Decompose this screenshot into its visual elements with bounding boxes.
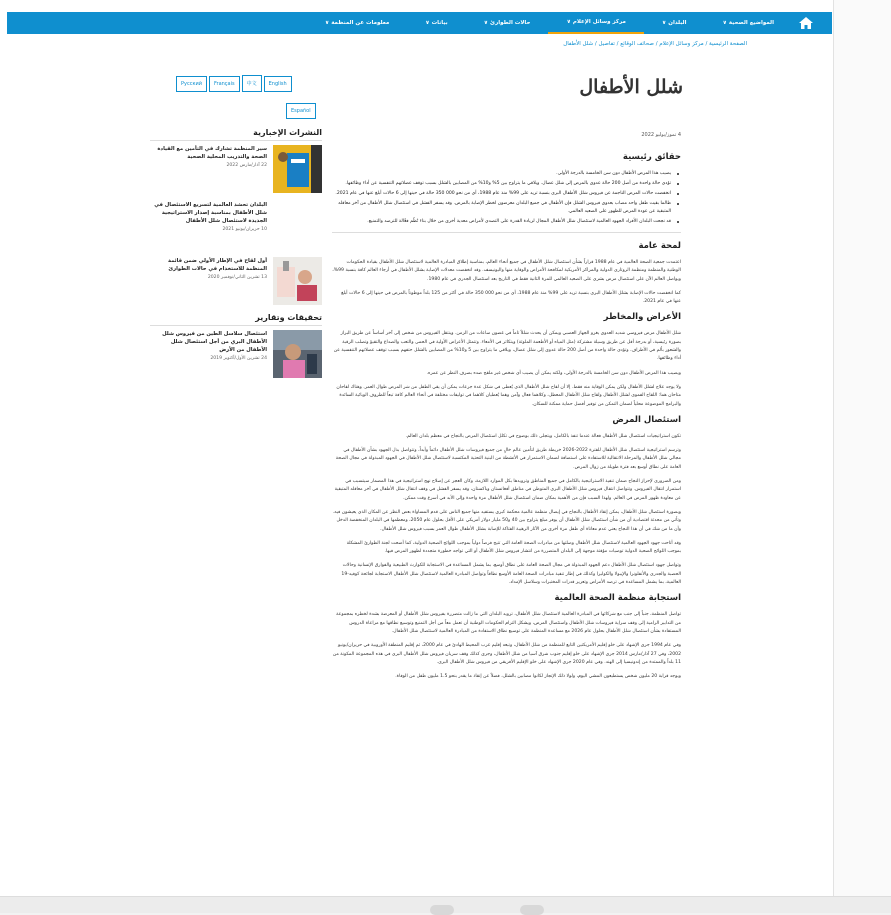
language-switcher [176, 70, 322, 124]
paragraph: ويصيب هذا المرض الأطفال دون سن الخامسة بالدرجة الأولى، ولكنه يمكن أن يصيب أي شخص غير ملقح ضده بصرف النظر عن عمره. [426, 370, 681, 376]
paragraph: تواصل المنظمة، جنباً إلى جنب مع شركائها في المبادرة العالمية لاستئصال شلل الأطفال، تزويد البلدان التي ما زالت متضررة بفيروس شلل الأطفال أو المعرضة بشدة لخطره بمجموعة من التدابير الرامية إلى وقف سراية فيروسات شلل الأطفال واستئصال المرض، ويشكل التزام الحكومات الوطنية أن تعمل معاً من أجل التمنيع وتوسيع نطاقها مع مراعاة الدروس المستفادة بشأن استئصال شلل الأطفال بحلول عام 2026 مع مساعدة المنظمة على توسيع نطاق الاستفادة من المبادرة العالمية لاستئصال شلل الأطفال. [336, 612, 681, 634]
paragraph: وفي عام 1994 جرى الإشهاد على خلو إقليم الأمريكتين التابع للمنظمة من شلل الأطفال، وتبعه إقليم غرب المحيط الهادئ في عام 2000، ثم إقليم المنطقة الأوروبية في حزيران/يونيو 2002، وفي 27 آذار/مارس 2014 جرى الإشهاد على خلو إقليم جنوب شرق آسيا من شلل الأطفال، وجرى كذلك وقف سريان فيروس شلل الأطفال البري في هذه المجموعة المكونة من 11 بلداً والممتدة من إندونيسيا إلى الهند. وفي عام 2020 جرى الإشهاد على خلو الإقليم الأفريقي من فيروس شلل الأطفال البري. [332, 643, 681, 665]
language-russian[interactable]: Русский [176, 76, 207, 92]
nav-item-about[interactable]: معلومات عن المنظمة ∨ [324, 20, 390, 26]
feature-item[interactable] [150, 330, 322, 378]
key-facts-heading: حقائق رئيسية [622, 152, 681, 162]
paragraph: ولا يوجد علاج لشلل الأطفال ولكن يمكن الوقاية منه فقط. إلا أن لقاح شلل الأطفال الذي يُعطى في شكل عدة جرعات يمكن أن يقي الطفل من شر المرض طوال العمر. وهناك لقاحان متاحان هما: اللقاح الفموي لشلل الأطفال ولقاح شلل الأطفال المعطل، وكلاهما فعال وآمن وهما يُعطيان كلاهما في توليفات مختلفة في أنحاء العالم كافة تبعاً للظروف الوبائية السائدة والبرامج الموضوعة محلياً لضمان التمكن من توفير أفضل حماية ممكنة للسكان. [336, 384, 681, 407]
paragraph: ومن الضروري لإحراز النجاح ضمان تنفيذ الاستراتيجية بالكامل في جميع المناطق وتزويدها بكل الموارد اللازمة، وكان العجز عن إصلاح نهج استراتيجية في هذا المضمار سيتسبب في استمرار انتقال الفيروس. وتتواصل انتقال فيروس شلل الأطفال البري المتوطن في مناطق أفغانستان وباكستان، وقد يسفر الفشل في وقف انتقال شلل الأطفال في آخر معاقله المتبقية عن معاودة ظهور المرض في العالم. ولهذا السبب فإن من الأهمية بمكان ضمان استئصال شلل الأطفال مرة واحدة وإلى الأبد في أسرع وقت ممكن. [334, 479, 681, 501]
article-body [332, 132, 681, 687]
paragraph: شلل الأطفال مرض فيروسي شديد العدوى يغزو الجهاز العصبي ويمكن أن يحدث شللاً تاماً في غضون ساعات من الزمن. وينتقل الفيروس من شخص إلى آخر أساساً عن طريق البراز بصورة رئيسية، أو بدرجة أقل عن طريق وسيلة مشتركة (مثل المياه أو الأطعمة الملوثة) ويتكاثر في الأمعاء. وتتمثل الأعراض الأولية في الحمى والتعب والصداع والتقيؤ وتصلب الرقبة والشعور بألم في الأطراف. وتؤدي حالة واحدة من أصل 200 حالة عدوى إلى شلل عضال، ويلاقي ما يتراوح بين 5 و10% من المصابين بالشلل حتفهم بسبب توقف عضلاتهم التنفسية عن أداء وظائفها. [333, 331, 681, 362]
key-fact-item: طالما بقيت طفل واحد مصاب بعدوى فيروس الشلل فإن الأطفال في جميع البلدان معرضون لخطر الإصابة بالمرض. وقد يسفر الفشل في استئصال شلل الأطفال من آخر معاقله المتبقية عن عودة المرض للظهور على الصعيد العالمي. [332, 200, 681, 216]
page-title: شلل الأطفال [579, 76, 683, 98]
news-title[interactable]: سير المنظمة تشارك في التأمين مع القيادة الصحة والتدريب المحلية الصحية [157, 146, 267, 160]
paragraph: وقد أتاحت جهود الجهود العالمية لاستئصال شلل الأطفال وصلتها من مبادرات الصحة العامة التي تتيح فرصاً دولياً بموجب اللوائح الصحية الدولية، كما أضحت لجنة الطوارئ المشكلة بموجب اللوائح الصحية الدولية توصيات مؤقتة موجهة إلى البلدان المتضررة من انتشار فيروس شلل الأطفال أو التي تواجه خطورة متجددة لظهور المرض فيها. [346, 540, 681, 555]
news-date: 22 آذار/مارس 2022 [226, 163, 267, 168]
feature-date: 24 تشرين الأول/أكتوبر 2019 [210, 356, 267, 361]
news-releases-heading: النشرات الإخبارية [150, 128, 322, 141]
news-item[interactable] [150, 145, 322, 193]
news-thumbnail-image[interactable] [273, 257, 322, 305]
toolbar-button[interactable] [430, 905, 454, 915]
key-fact-item: انخفضت حالات المرض الناجمة عن فيروس شلل الأطفال البري بنسبة تزيد على 99% منذ عام 1988، أي من نحو 000 350 حالة في حينها إلى 6 حالات أبلغ عنها في عام 2021. [332, 190, 681, 198]
nav-item-data[interactable]: بيانات ∨ [425, 20, 448, 26]
feature-title[interactable]: استئصال سلاسل الطين من فيروس شلل الأطفال البري من أجل استئصال شلل الأطفال من الأرض [162, 331, 267, 353]
breadcrumb[interactable]: الصفحة الرئيسية / مركز وسائل الإعلام / صحائف الوقائع / تفاصيل / شلل الأطفال [563, 41, 747, 47]
paragraph: وتواصل جهود استئصال شلل الأطفال دعم الجهود المبذولة في مجال الصحة العامة على نطاق أوسع، بما يشمل المساعدة في الاستجابة للكوارث الطبيعية والفوارق الإنسانية وحالات الحصبة والجدري والأنفلونزا والإيبولا والكوليرا وكذلك في إطار تنفيذ مبادرات الصحة العامة الأوسع نطاقاً وتواصل المبادرة العالمية لاستئصال شلل الأطفال الاستجابة لجائحة كوفيد-19 العالمية، بما يشمل المساعدة في ترصد الأمراض وتعزيز قدرات المختبرات وسلاسل الإمداد. [341, 563, 681, 586]
paragraph: وترسم استراتيجية استئصال شلل الأطفال للفترة 2022-2026 خريطة طريق لتأمين عالم خالٍ من جميع فيروسات شلل الأطفال دائماً وأبداً، وتتواصل بذل الجهود بشأن الأطفال في مجالي شلل الأطفال والمرحلة الانتقالية للاستفادة على استضافة لضمان الاستمرار في الأنشطة من البنية التحتية المكتسبة لاستئصال شلل الأطفال في الجهود المبذولة في مجال الصحة العامة على نطاق أوسع بعد فترة طويلة من زوال المرض. [335, 448, 681, 470]
nav-item-health-topics[interactable]: المواضيع الصحية ∨ [722, 20, 774, 26]
language-chinese[interactable]: 中文 [242, 75, 262, 92]
paragraph: اعتمدت جمعية الصحة العالمية في عام 1988 قراراً بشأن استئصال شلل الأطفال في جميع أنحاء العالم، بمناسبة إطلاق المبادرة العالمية لاستئصال شلل الأطفال بقيادة الحكومات الوطنية والمنظمة ومنظمة الروتاري الدولية والمراكز الأمريكية لمكافحة الأمراض والوقاية منها واليونيسف. وقد انخفضت معدلات الإصابة بشلل الأطفال في أرجاء العالم كافة بنسبة 99%، ويواصل العالم الآن على استئصال مرض بشري على الصعيد العالمي للمرة الثانية فقط في التاريخ بعد استئصال الجدري في عام 1980. [332, 260, 681, 282]
section-heading-overview: لمحة عامة [638, 241, 681, 251]
language-french[interactable]: Français [209, 76, 240, 92]
right-margin [833, 0, 891, 912]
key-fact-item: تؤدي حالة واحدة من أصل 200 حالة عدوى بالمرض إلى شلل عضال. ويلاقي ما يتراوح بين 5% و10% من المصابين بالشلل بسبب توقف عضلاتهم التنفسية عن أداء وظائفها. [332, 180, 681, 188]
news-date: 13 تشرين الثاني/نوفمبر 2020 [207, 275, 267, 280]
news-item[interactable] [150, 201, 322, 249]
paragraph: وبصورة استئصال شلل الأطفال، يمكن إنقاذ الأطفال بالنجاح في إيصال منظمة عالمية محكمة كبرى يستفيد منها جميع الناس على قدم المساواة بعض النظر عن المكان الذي يعيشون فيه. وتأتي من محدثة اقتصادية أن من شأن استئصال شلل الأطفال أن يوفر مبلغ يتراوح بين 40 و50 مليار دولار أمريكي على الأقل بحلول عام 2050، ومعظمها في البلدان المنخفضة الدخل وأن ما من شك في أن هذا النجاح يعني عدم معاناة أي طفل مرة أخرى من الآثار الرهيبة الفتاكة للإصابة بشلل الأطفال طوال العمر بسبب فيروس شلل الأطفال. [332, 509, 681, 532]
bottom-toolbar [0, 896, 891, 913]
paragraph: تكون استراتيجيات استئصال شلل الأطفال فعالة عندما تنفذ بالكامل، ويتجلى ذلك بوضوح في تكلل استئصال المرض بالنجاح في معظم بلدان العالم. [405, 433, 681, 439]
news-thumbnail-image[interactable] [273, 145, 322, 193]
news-item[interactable] [150, 257, 322, 305]
section-heading-symptoms: الأعراض والمخاطر [603, 312, 681, 323]
key-fact-item: يصيب هذا المرض الأطفال دون سن الخامسة بالدرجة الأولى. [332, 170, 681, 178]
language-spanish[interactable]: Español [286, 103, 316, 119]
language-english[interactable]: English [264, 76, 292, 92]
news-date: 10 حزيران/يونيو 2021 [222, 227, 267, 232]
paragraph: كما انخفضت حالات الإصابة بشلل الأطفال البري بنسبة تزيد على 99% منذ عام 1988، أي من نحو 000 350 حالة في أكثر من 125 بلداً موطوناً بالمرض في حينها إلى 6 حالات أبلغ عنها في عام 2021. [341, 290, 681, 305]
paragraph: ويوجد قرابة 20 مليون شخص يستطيعون المشي اليوم، ولولا ذلك الإنجاز لكانوا مصابين بالشلل، فضلاً عن إنقاذ ما يقدر بنحو 1.5 مليون طفل من الوفاة. [395, 674, 681, 680]
nav-item-countries[interactable]: البلدان ∨ [661, 20, 687, 26]
home-icon[interactable] [792, 12, 820, 34]
nav-item-emergencies[interactable]: حالات الطوارئ ∨ [483, 20, 531, 26]
features-heading: تحقيقات وتقارير [150, 313, 322, 326]
news-thumbnail-placeholder [273, 201, 322, 249]
nav-item-newsroom[interactable]: مركز وسائل الإعلام ∨ [548, 12, 643, 34]
divider [332, 232, 681, 233]
publish-date: 4 تموز/يوليو 2022 [641, 132, 681, 138]
news-title[interactable]: أول لقاح في الإطار الأولي ضمن قائمة المنظمة للاستخدام في حالات الطوارئ [168, 258, 267, 272]
sidebar [150, 128, 322, 386]
toolbar-button[interactable] [520, 905, 544, 915]
news-title[interactable]: البلدان تحشد العالمية لتسريع الاستئصال في شلل الأطفال بمناسبة إصدار الاستراتيجية الجديدة لاستئصال شلل الأطفال [154, 202, 267, 224]
key-fact-item: قد نجحت البلدان الأفراد الجهود العالمية لاستئصال شلل الأطفال المجال لزيادة القدرة على التصدي لأمراض معدية أخرى من خلال بناء نُظُم فعّالة للترصد والتمنيع. [332, 218, 681, 226]
top-navigation [7, 12, 832, 34]
section-heading-who-response: استجابة منظمة الصحة العالمية [554, 593, 681, 604]
feature-thumbnail-image[interactable] [273, 330, 322, 378]
section-heading-eradication: استئصال المرض [612, 414, 681, 425]
